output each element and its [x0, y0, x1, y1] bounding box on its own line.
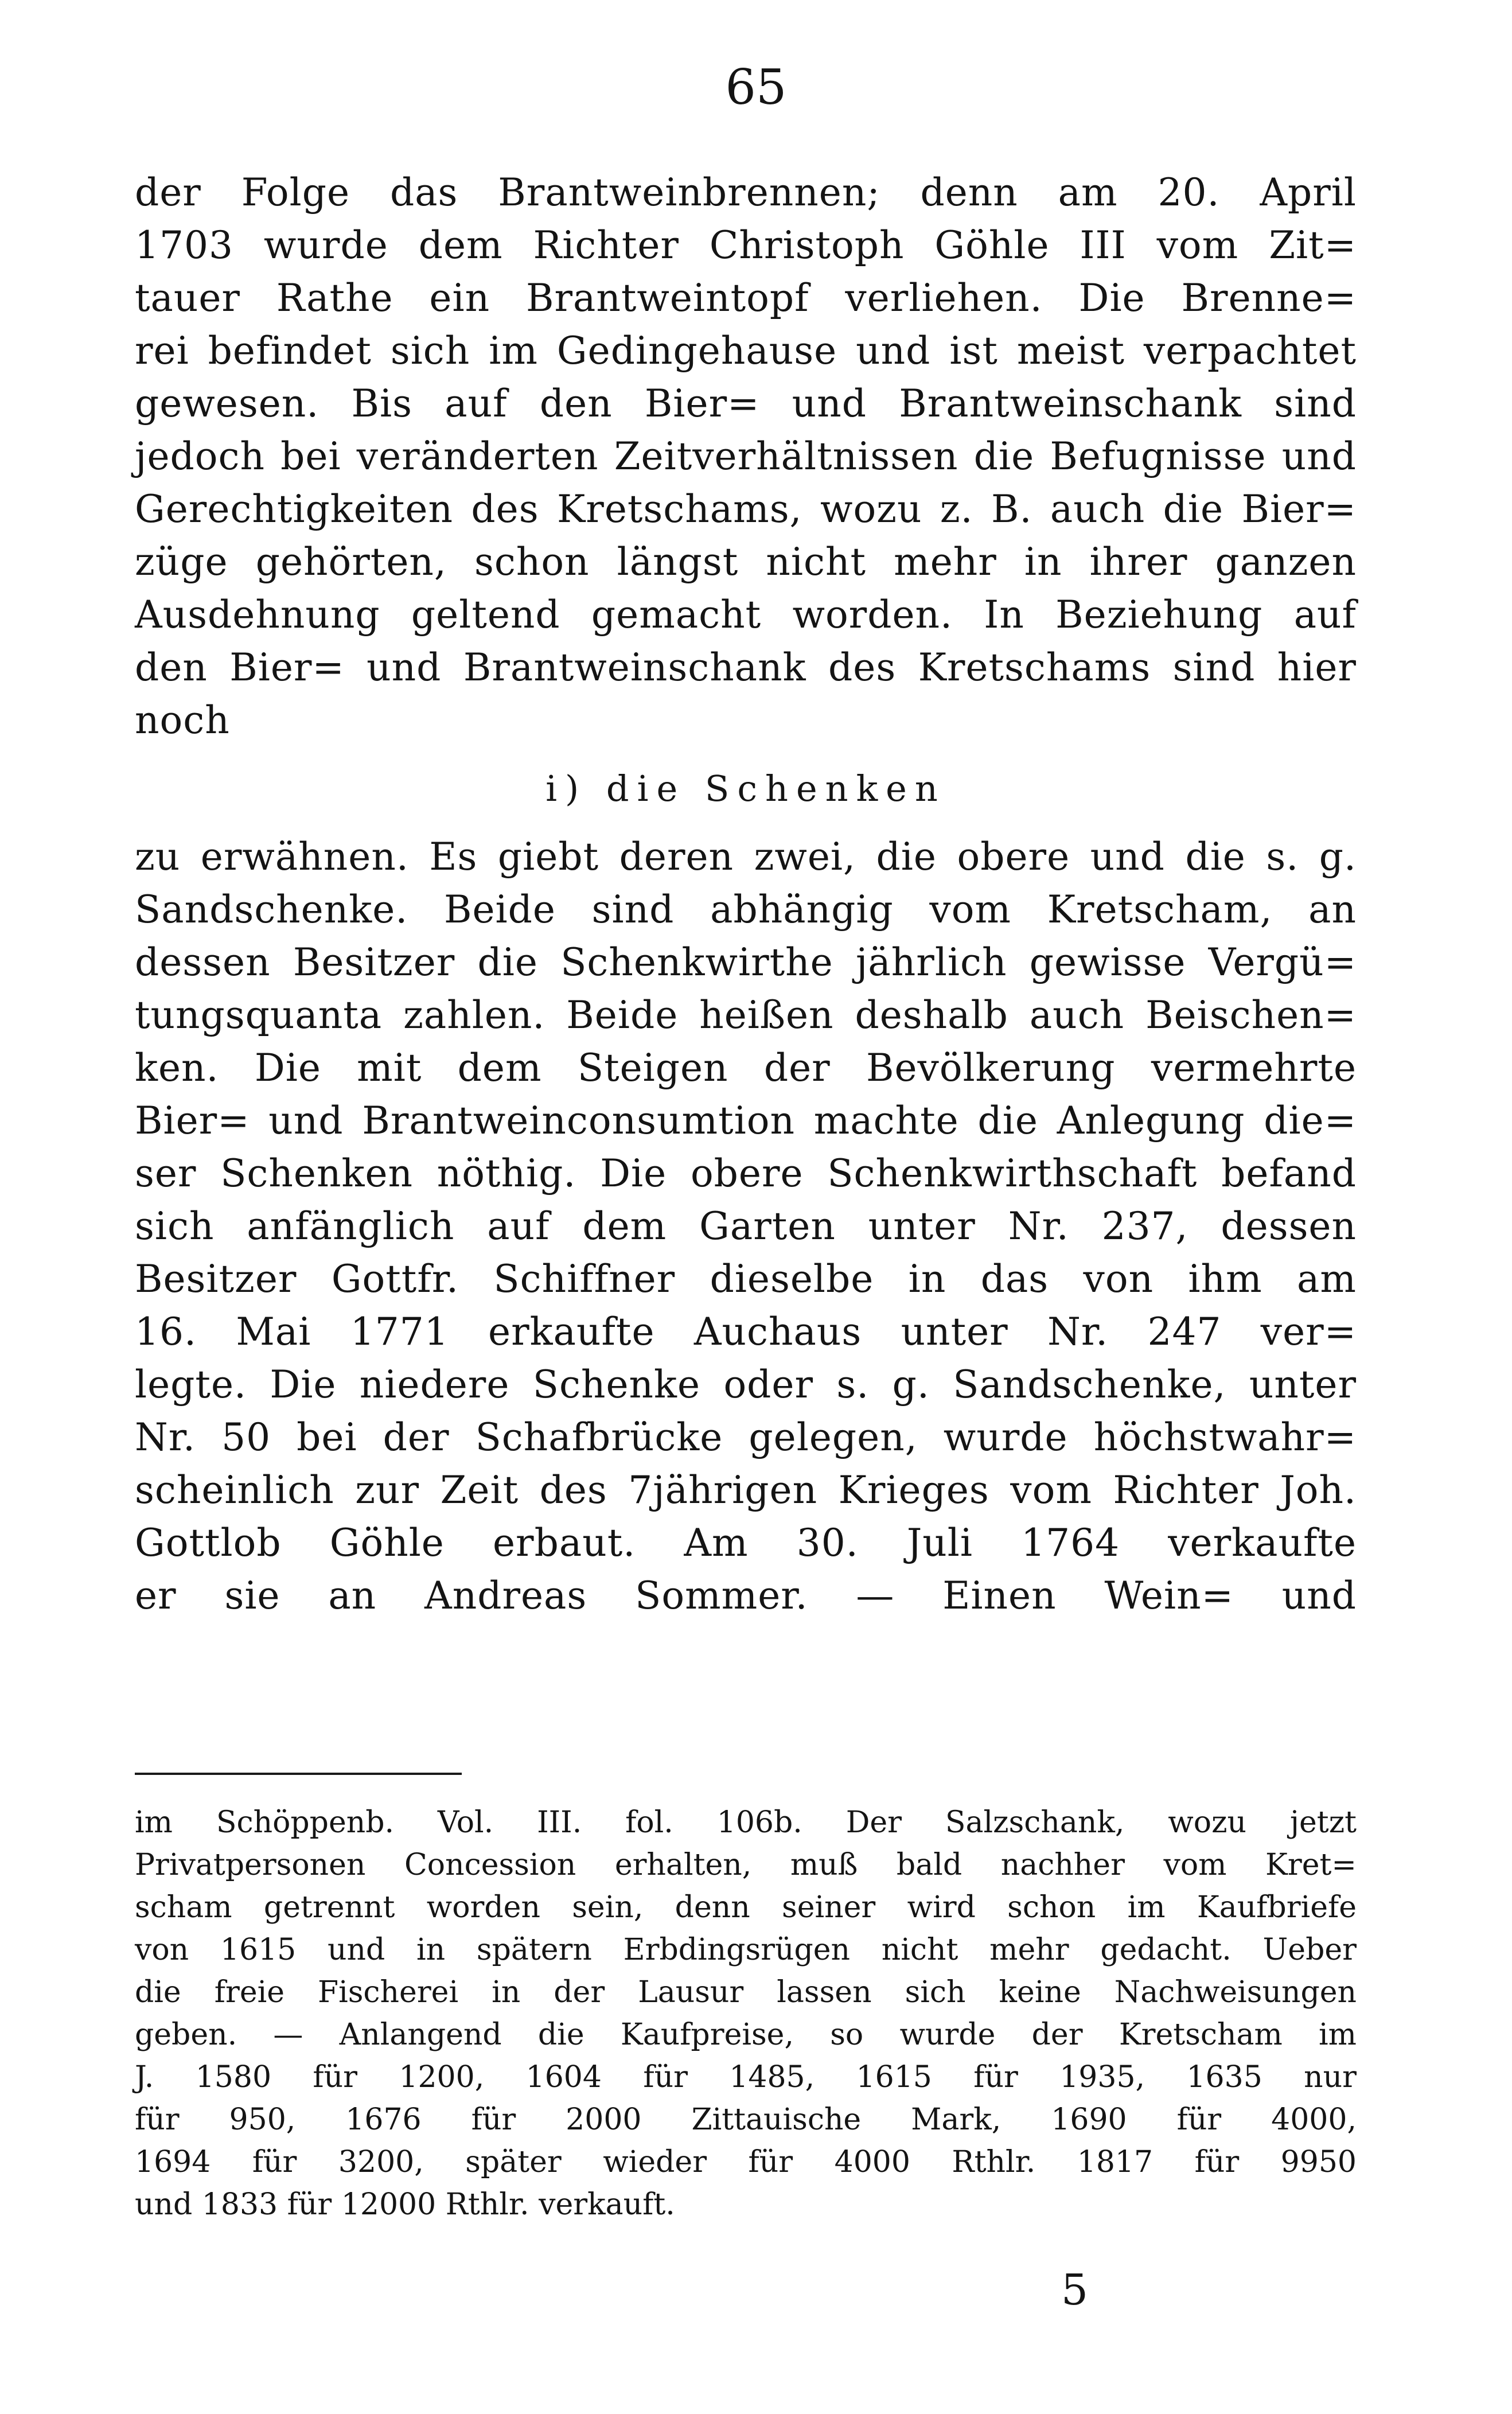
text-line: Sandschenke. Beide sind abhängig vom Kretscham, an — [135, 887, 1357, 932]
footnote-line: von 1615 und in spätern Erbdingsrügen nicht mehr gedacht. Ueber — [135, 1933, 1357, 1967]
text-line: scheinlich zur Zeit des 7jährigen Krieges vom Richter Joh. — [135, 1468, 1357, 1512]
footnote-line: die freie Fischerei in der Lausur lassen sich keine Nachweisungen — [135, 1975, 1357, 2010]
footnote-line: J. 1580 für 1200, 1604 für 1485, 1615 für 1935, 1635 nur — [135, 2060, 1357, 2094]
footnote-divider — [135, 1773, 462, 1775]
signature-mark: 5 — [1061, 2265, 1089, 2315]
text-line: Gerechtigkeiten des Kretschams, wozu z. B. auch die Bier= — [135, 487, 1357, 531]
main-text — [135, 166, 1357, 1622]
text-line: Nr. 50 bei der Schafbrücke gelegen, wurde höchstwahr= — [135, 1415, 1357, 1459]
text-line: legte. Die niedere Schenke oder s. g. Sandschenke, unter — [135, 1362, 1357, 1407]
footnote — [135, 1801, 1357, 2226]
footnote-line: Privatpersonen Concession erhalten, muß bald nachher vom Kret= — [135, 1848, 1357, 1882]
text-line: Gottlob Göhle erbaut. Am 30. Juli 1764 verkaufte — [135, 1521, 1357, 1565]
text-line: tauer Rathe ein Brantweintopf verliehen. Die Brenne= — [135, 276, 1357, 320]
text-line: Ausdehnung geltend gemacht worden. In Beziehung auf — [135, 593, 1357, 637]
text-line: noch — [135, 698, 230, 742]
section-heading: i) die Schenken — [545, 768, 946, 809]
text-line: rei befindet sich im Gedingehause und ist meist verpachtet — [135, 329, 1357, 373]
text-line: ser Schenken nöthig. Die obere Schenkwirthschaft befand — [135, 1151, 1357, 1196]
footnote-line: 1694 für 3200, später wieder für 4000 Rthlr. 1817 für 9950 — [135, 2145, 1357, 2179]
text-line: 1703 wurde dem Richter Christoph Göhle III vom Zit= — [135, 223, 1357, 267]
text-line: jedoch bei veränderten Zeitverhältnissen die Befugnisse und — [135, 434, 1357, 478]
footnote-line: für 950, 1676 für 2000 Zittauische Mark, 1690 für 4000, — [135, 2102, 1357, 2137]
text-line: der Folge das Brantweinbrennen; denn am 20. April — [135, 170, 1357, 215]
page-number: 65 — [725, 59, 787, 115]
text-line: Besitzer Gottfr. Schiffner dieselbe in das von ihm am — [135, 1257, 1357, 1301]
footnote-line: scham getrennt worden sein, denn seiner wird schon im Kaufbriefe — [135, 1890, 1357, 1925]
text-line: den Bier= und Brantweinschank des Kretschams sind hier — [135, 645, 1357, 690]
text-line: Bier= und Brantweinconsumtion machte die Anlegung die= — [135, 1099, 1357, 1143]
text-line: gewesen. Bis auf den Bier= und Brantweinschank sind — [135, 381, 1357, 426]
text-line: ken. Die mit dem Steigen der Bevölkerung vermehrte — [135, 1046, 1357, 1090]
text-line: zu erwähnen. Es giebt deren zwei, die obere und die s. g. — [135, 835, 1357, 879]
text-line: er sie an Andreas Sommer. — Einen Wein= und — [135, 1574, 1357, 1618]
text-line: dessen Besitzer die Schenkwirthe jährlich gewisse Vergü= — [135, 940, 1357, 984]
footnote-line: geben. — Anlangend die Kaufpreise, so wurde der Kretscham im — [135, 2018, 1357, 2052]
footnote-line: und 1833 für 12000 Rthlr. verkauft. — [135, 2187, 675, 2222]
text-line: tungsquanta zahlen. Beide heißen deshalb auch Beischen= — [135, 993, 1357, 1037]
footnote-line: im Schöppenb. Vol. III. fol. 106b. Der Salzschank, wozu jetzt — [135, 1805, 1357, 1840]
text-line: sich anfänglich auf dem Garten unter Nr. 237, dessen — [135, 1204, 1357, 1248]
text-line: 16. Mai 1771 erkaufte Auchaus unter Nr. 247 ver= — [135, 1310, 1357, 1354]
text-line: züge gehörten, schon längst nicht mehr in ihrer ganzen — [135, 540, 1357, 584]
